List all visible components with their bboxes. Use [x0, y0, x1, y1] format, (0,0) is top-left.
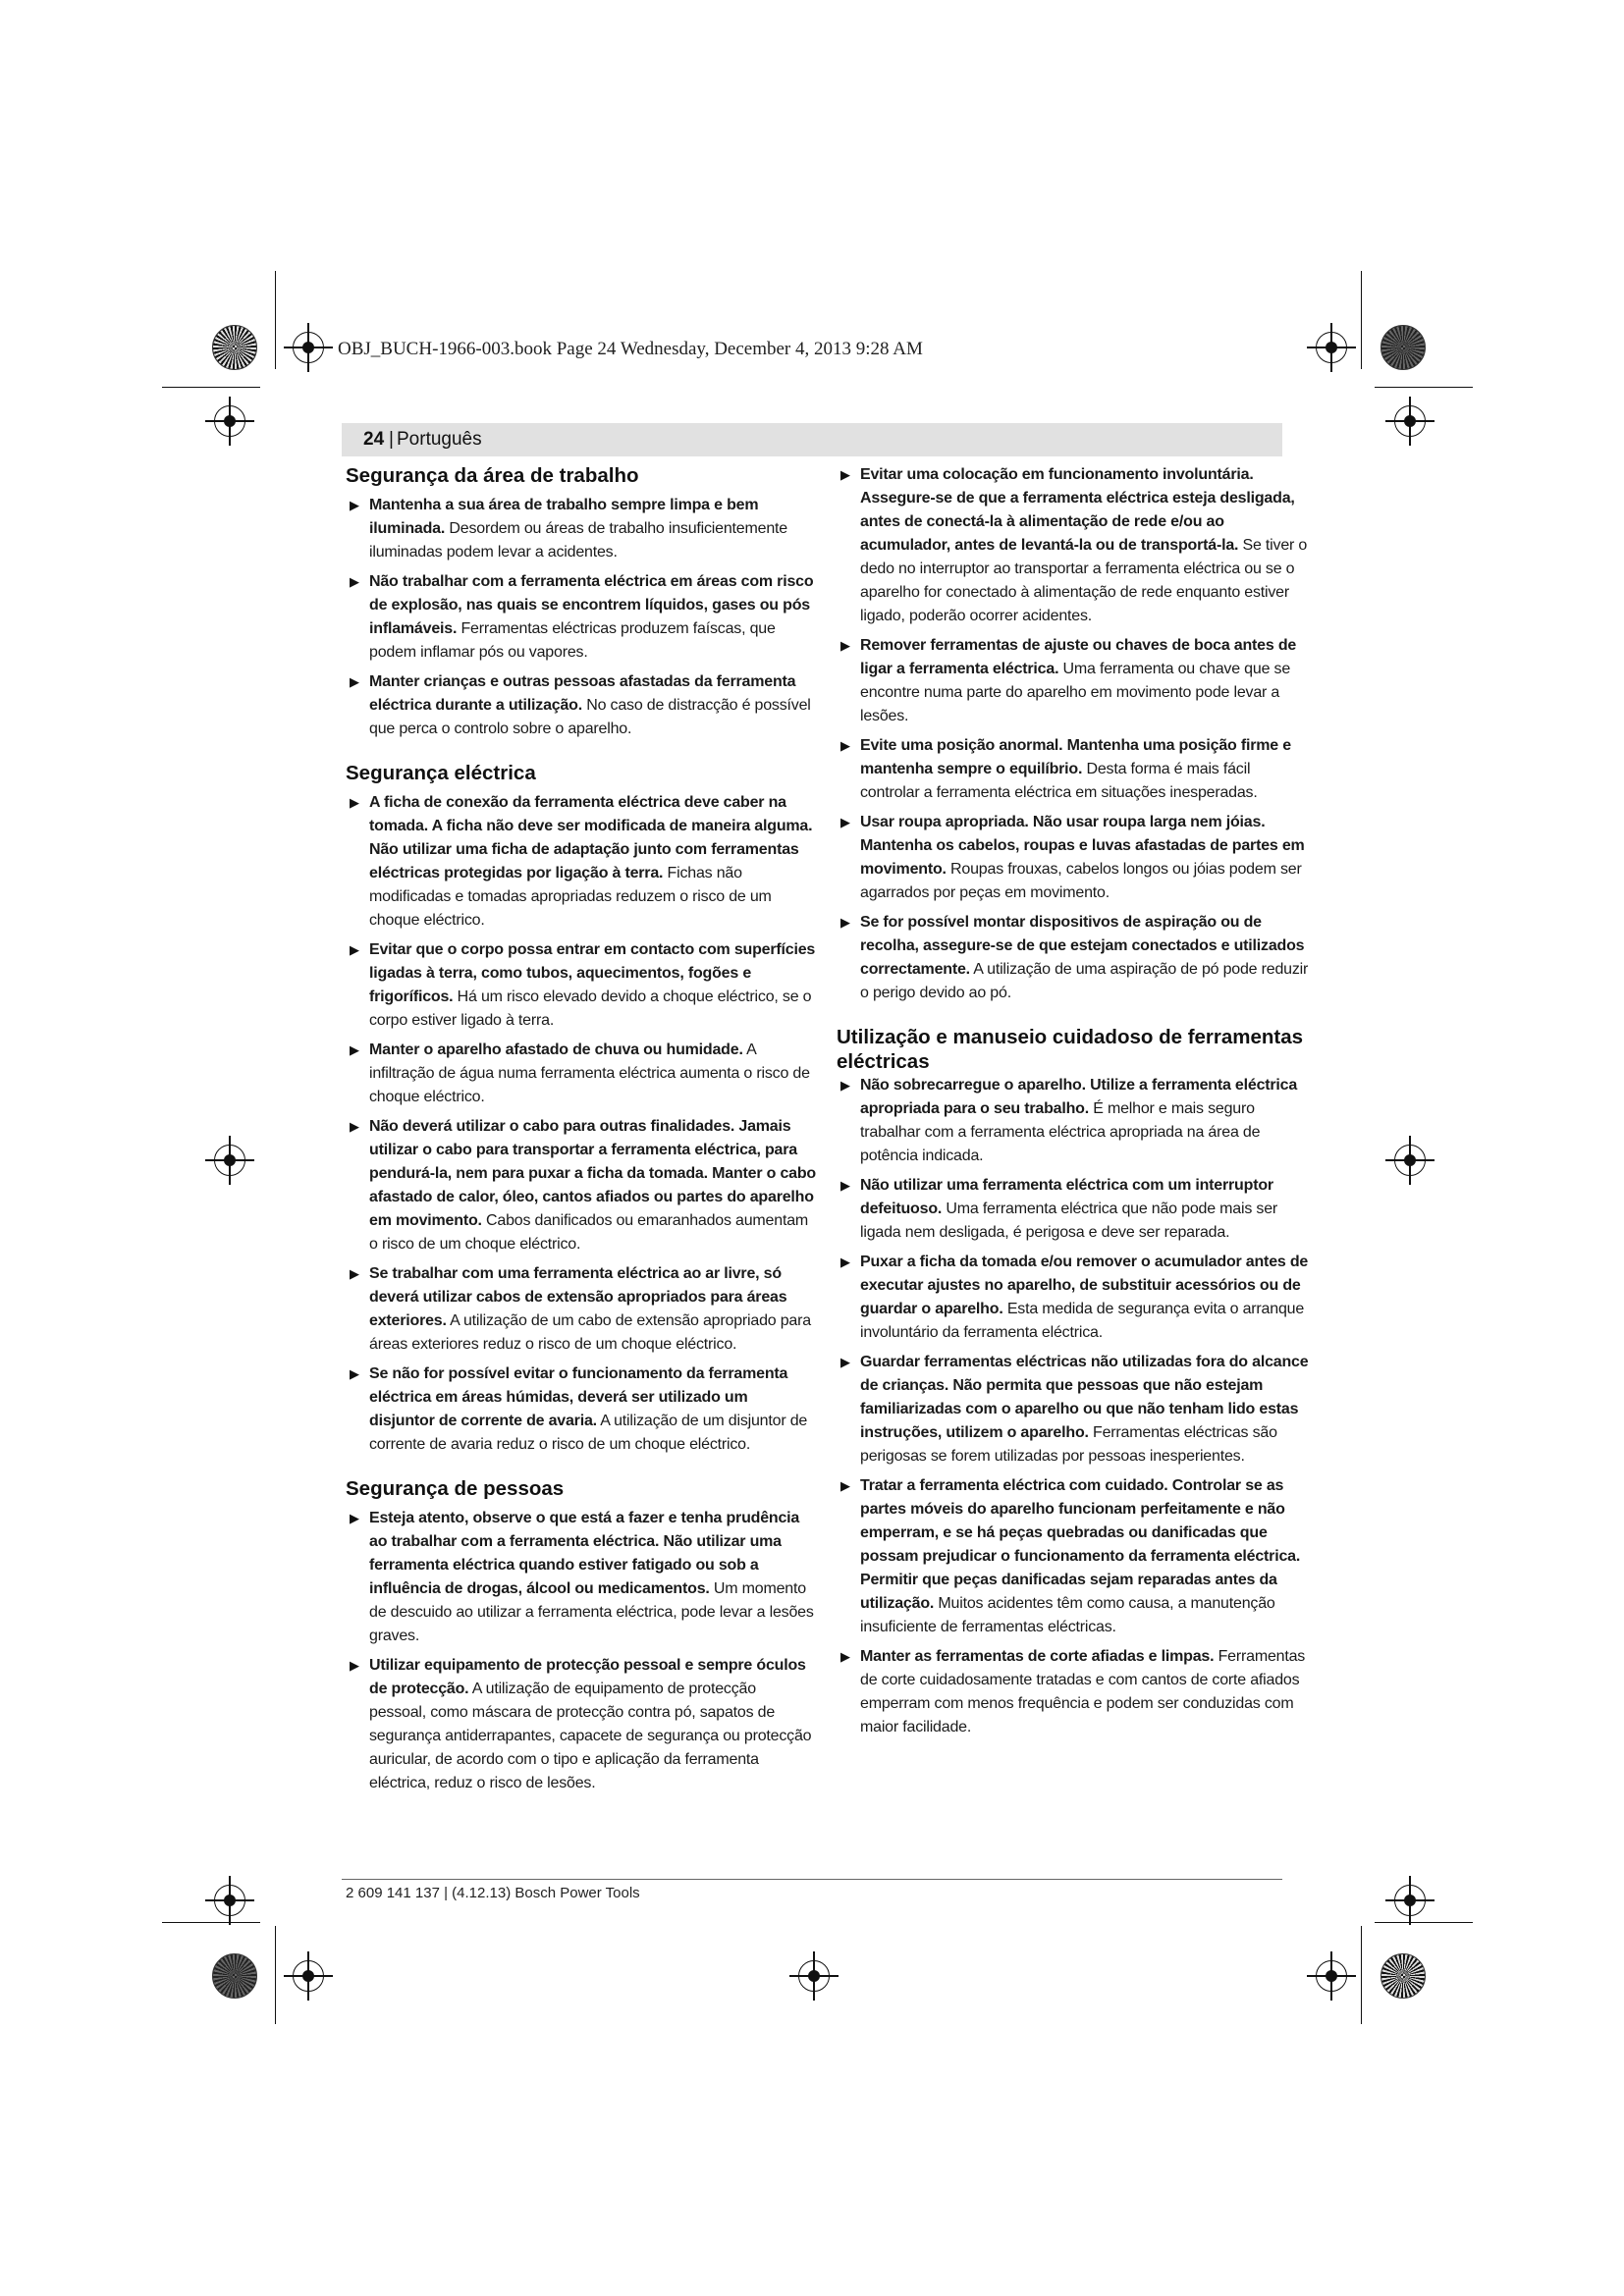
crop-line	[1361, 271, 1362, 369]
safety-instruction	[837, 811, 1310, 905]
instruction-bold: Evitar que o corpo possa entrar em contacto com superfícies ligadas à terra, como tubos, aquecimentos, fogões e frigoríficos.	[369, 941, 816, 1005]
instruction-text: É melhor e mais seguro trabalhar com a ferramenta eléctrica apropriada na área de potência indicada.	[860, 1100, 1261, 1164]
color-wheel-top-left-icon	[212, 325, 257, 370]
bullet-arrow-icon: ▶	[840, 1649, 850, 1664]
bullet-arrow-icon: ▶	[350, 795, 359, 810]
section-title: Segurança eléctrica	[346, 762, 536, 784]
safety-instruction	[346, 570, 817, 665]
section	[346, 463, 817, 741]
safety-instruction	[837, 1474, 1310, 1639]
safety-instruction	[837, 1074, 1310, 1168]
instruction-bold: Guardar ferramentas eléctricas não utilizadas fora do alcance de crianças. Não permita que pessoas que não estejam familiarizadas com o aparelho ou que não tenham lido estas instruções, utilizem o aparelho.	[860, 1354, 1309, 1441]
instruction-bold: Não trabalhar com a ferramenta eléctrica em áreas com risco de explosão, nas quais se encontrem líquidos, gases ou pós inflamáveis.	[369, 573, 814, 637]
crop-line	[162, 387, 260, 388]
print-header: OBJ_BUCH-1966-003.book Page 24 Wednesday, December 4, 2013 9:28 AM	[338, 339, 923, 359]
safety-instruction	[837, 463, 1310, 628]
crosshair-target-icon	[214, 1145, 245, 1176]
crosshair-target-icon	[293, 1960, 324, 1992]
crop-line	[1361, 1926, 1362, 2024]
instruction-bold: Não sobrecarregue o aparelho. Utilize a ferramenta eléctrica apropriada para o seu trabalho.	[860, 1077, 1298, 1117]
bullet-arrow-icon: ▶	[350, 1511, 359, 1525]
instruction-text: Ferramentas eléctricas produzem faíscas, que podem inflamar pós ou vapores.	[369, 620, 776, 661]
bullet-arrow-icon: ▶	[350, 674, 359, 689]
footer-rule	[342, 1879, 1282, 1880]
crosshair-target-icon	[1394, 1885, 1426, 1916]
instruction-bold: Usar roupa apropriada. Não usar roupa larga nem jóias. Mantenha os cabelos, roupas e luvas afastadas de partes em movimento.	[860, 814, 1305, 878]
safety-instruction	[346, 1654, 817, 1795]
instruction-text: Ferramentas de corte cuidadosamente tratadas e com cantos de corte afiados emperram com menos frequência e podem ser conduzidas com maior facilidade.	[860, 1648, 1306, 1735]
instruction-bold: Mantenha a sua área de trabalho sempre limpa e bem iluminada.	[369, 497, 759, 537]
bullet-arrow-icon: ▶	[840, 738, 850, 753]
section-title: Segurança de pessoas	[346, 1477, 565, 1500]
crosshair-target-icon	[1394, 405, 1426, 437]
instruction-text: Cabos danificados ou emaranhados aumentam o risco de um choque eléctrico.	[369, 1212, 809, 1253]
section	[837, 463, 1310, 1005]
crop-line	[1375, 1922, 1473, 1923]
instruction-bold: Tratar a ferramenta eléctrica com cuidado. Controlar se as partes móveis do aparelho funcionam perfeitamente e não emperram, e se há peças quebradas ou danificadas que possam prejudicar o funcionamento da ferramenta eléctrica. Permitir que peças danificadas sejam reparadas antes da utilização.	[860, 1477, 1301, 1612]
page-footer: 2 609 141 137 | (4.12.13) Bosch Power Tools	[346, 1885, 640, 1901]
section	[346, 1476, 817, 1795]
instruction-bold: Se não for possível evitar o funcionamento da ferramenta eléctrica em áreas húmidas, deverá ser utilizado um disjuntor de corrente de avaria.	[369, 1365, 788, 1429]
instruction-text: A utilização de um cabo de extensão apropriado para áreas exteriores reduz o risco de um choque eléctrico.	[369, 1312, 811, 1353]
bullet-arrow-icon: ▶	[350, 574, 359, 589]
right-column	[837, 463, 1310, 1745]
bullet-arrow-icon: ▶	[840, 1355, 850, 1369]
safety-instruction	[346, 1262, 817, 1357]
instruction-text: Fichas não modificadas e tomadas apropriadas reduzem o risco de um choque eléctrico.	[369, 865, 772, 929]
instruction-text: Esta medida de segurança evita o arranque involuntário da ferramenta eléctrica.	[860, 1301, 1305, 1341]
safety-instruction	[837, 911, 1310, 1005]
crosshair-target-icon	[1394, 1145, 1426, 1176]
bullet-arrow-icon: ▶	[840, 1478, 850, 1493]
instruction-bold: Puxar a ficha da tomada e/ou remover o acumulador antes de executar ajustes no aparelho, de substituir acessórios ou de guardar o aparelho.	[860, 1254, 1309, 1317]
instruction-bold: Manter o aparelho afastado de chuva ou humidade.	[369, 1041, 743, 1058]
safety-instruction	[837, 1645, 1310, 1739]
instruction-bold: Evitar uma colocação em funcionamento involuntária. Assegure-se de que a ferramenta eléctrica esteja desligada, antes de conectá-la à alimentação de rede e/ou ao acumulador, antes de levantá-la ou de transportá-la.	[860, 466, 1295, 554]
safety-instruction	[346, 791, 817, 933]
instruction-bold: Manter as ferramentas de corte afiadas e limpas.	[860, 1648, 1215, 1665]
crosshair-target-icon	[214, 1885, 245, 1916]
safety-instruction	[346, 670, 817, 741]
section-title: Utilização e manuseio cuidadoso de ferramentas eléctricas	[837, 1026, 1304, 1073]
page-header-bar	[342, 423, 1282, 456]
instruction-bold: Se trabalhar com uma ferramenta eléctrica ao ar livre, só deverá utilizar cabos de extensão apropriados para áreas exteriores.	[369, 1265, 787, 1329]
crop-line	[275, 271, 276, 369]
crosshair-target-icon	[1316, 332, 1347, 363]
safety-instruction	[837, 734, 1310, 805]
instruction-text: Roupas frouxas, cabelos longos ou jóias podem ser agarrados por peças em movimento.	[860, 861, 1302, 901]
instruction-text: Desta forma é mais fácil controlar a ferramenta eléctrica em situações inesperadas.	[860, 761, 1258, 801]
bullet-arrow-icon: ▶	[350, 1366, 359, 1381]
bullet-arrow-icon: ▶	[840, 815, 850, 829]
left-column	[346, 463, 817, 1801]
page-language: Português	[397, 429, 482, 450]
page-number: 24	[363, 429, 385, 450]
bullet-arrow-icon: ▶	[840, 467, 850, 482]
instruction-bold: Remover ferramentas de ajuste ou chaves de boca antes de ligar a ferramenta eléctrica.	[860, 637, 1297, 677]
safety-instruction	[346, 1362, 817, 1457]
instruction-text: A infiltração de água numa ferramenta eléctrica aumenta o risco de choque eléctrico.	[369, 1041, 810, 1105]
bullet-arrow-icon: ▶	[350, 1266, 359, 1281]
section-title: Segurança da área de trabalho	[346, 464, 639, 487]
section	[346, 761, 817, 1457]
page-header-separator: |	[389, 429, 394, 450]
safety-instruction	[346, 1039, 817, 1109]
instruction-bold: Não utilizar uma ferramenta eléctrica com um interruptor defeituoso.	[860, 1177, 1273, 1217]
safety-instruction	[837, 1251, 1310, 1345]
bullet-arrow-icon: ▶	[350, 1042, 359, 1057]
safety-instruction	[346, 494, 817, 564]
color-wheel-top-right-icon	[1380, 325, 1426, 370]
crop-line	[162, 1922, 260, 1923]
color-wheel-bottom-right-icon	[1380, 1953, 1426, 1999]
instruction-bold: A ficha de conexão da ferramenta eléctrica deve caber na tomada. A ficha não deve ser modificada de maneira alguma. Não utilizar uma ficha de adaptação junto com ferramentas eléctricas protegidas por ligação à terra.	[369, 794, 813, 881]
instruction-bold: Evite uma posição anormal. Mantenha uma posição firme e mantenha sempre o equilíbrio.	[860, 737, 1291, 777]
instruction-text: Se tiver o dedo no interruptor ao transportar a ferramenta eléctrica ou se o aparelho for conectado à alimentação de rede enquanto estiver ligado, poderão ocorrer acidentes.	[860, 537, 1308, 624]
instruction-bold: Se for possível montar dispositivos de aspiração ou de recolha, assegure-se de que estejam conectados e utilizados correctamente.	[860, 914, 1305, 978]
bullet-arrow-icon: ▶	[350, 1658, 359, 1673]
safety-instruction	[837, 634, 1310, 728]
instruction-text: No caso de distracção é possível que perca o controlo sobre o aparelho.	[369, 697, 811, 737]
crosshair-target-icon	[1316, 1960, 1347, 1992]
instruction-text: Desordem ou áreas de trabalho insuficientemente iluminadas podem levar a acidentes.	[369, 520, 787, 561]
instruction-text: A utilização de uma aspiração de pó pode reduzir o perigo devido ao pó.	[860, 961, 1309, 1001]
color-wheel-bottom-left-icon	[212, 1953, 257, 1999]
bullet-arrow-icon: ▶	[840, 638, 850, 653]
safety-instruction	[837, 1174, 1310, 1245]
instruction-text: Uma ferramenta eléctrica que não pode mais ser ligada nem desligada, é perigosa e deve ser reparada.	[860, 1201, 1278, 1241]
crop-line	[275, 1926, 276, 2024]
instruction-text: Ferramentas eléctricas são perigosas se forem utilizadas por pessoas inesperientes.	[860, 1424, 1277, 1465]
instruction-text: A utilização de equipamento de protecção pessoal, como máscara de protecção contra pó, sapatos de segurança antiderrapantes, capacete de segurança ou protecção auricular, de acordo com o tipo e aplicação da ferramenta eléctrica, reduz o risco de lesões.	[369, 1681, 812, 1791]
safety-instruction	[346, 1507, 817, 1648]
safety-instruction	[346, 938, 817, 1033]
crosshair-target-icon	[293, 332, 324, 363]
bullet-arrow-icon: ▶	[840, 1255, 850, 1269]
crop-line	[1375, 387, 1473, 388]
section	[837, 1025, 1310, 1739]
bullet-arrow-icon: ▶	[350, 498, 359, 512]
bullet-arrow-icon: ▶	[350, 942, 359, 957]
instruction-bold: Utilizar equipamento de protecção pessoal e sempre óculos de protecção.	[369, 1657, 806, 1697]
instruction-bold: Manter crianças e outras pessoas afastadas da ferramenta eléctrica durante a utilização.	[369, 673, 796, 714]
instruction-text: A utilização de um disjuntor de corrente de avaria reduz o risco de um choque eléctrico.	[369, 1413, 808, 1453]
bullet-arrow-icon: ▶	[840, 1078, 850, 1093]
safety-instruction	[837, 1351, 1310, 1468]
instruction-text: Um momento de descuido ao utilizar a ferramenta eléctrica, pode levar a lesões graves.	[369, 1580, 814, 1644]
instruction-bold: Não deverá utilizar o cabo para outras finalidades. Jamais utilizar o cabo para transportar a ferramenta eléctrica, para pendurá-la, nem para puxar a ficha da tomada. Manter o cabo afastado de calor, óleo, cantos afiados ou partes do aparelho em movimento.	[369, 1118, 816, 1229]
bullet-arrow-icon: ▶	[840, 1178, 850, 1193]
safety-instruction	[346, 1115, 817, 1256]
crosshair-target-icon	[798, 1960, 830, 1992]
instruction-bold: Esteja atento, observe o que está a fazer e tenha prudência ao trabalhar com a ferramenta eléctrica. Não utilizar uma ferramenta eléctrica quando estiver fatigado ou sob a influência de drogas, álcool ou medicamentos.	[369, 1510, 800, 1597]
bullet-arrow-icon: ▶	[350, 1119, 359, 1134]
crosshair-target-icon	[214, 405, 245, 437]
instruction-text: Muitos acidentes têm como causa, a manutenção insuficiente de ferramentas eléctricas.	[860, 1595, 1275, 1635]
instruction-text: Há um risco elevado devido a choque eléctrico, se o corpo estiver ligado à terra.	[369, 988, 812, 1029]
instruction-text: Uma ferramenta ou chave que se encontre numa parte do aparelho em movimento pode levar a lesões.	[860, 661, 1291, 724]
bullet-arrow-icon: ▶	[840, 915, 850, 930]
